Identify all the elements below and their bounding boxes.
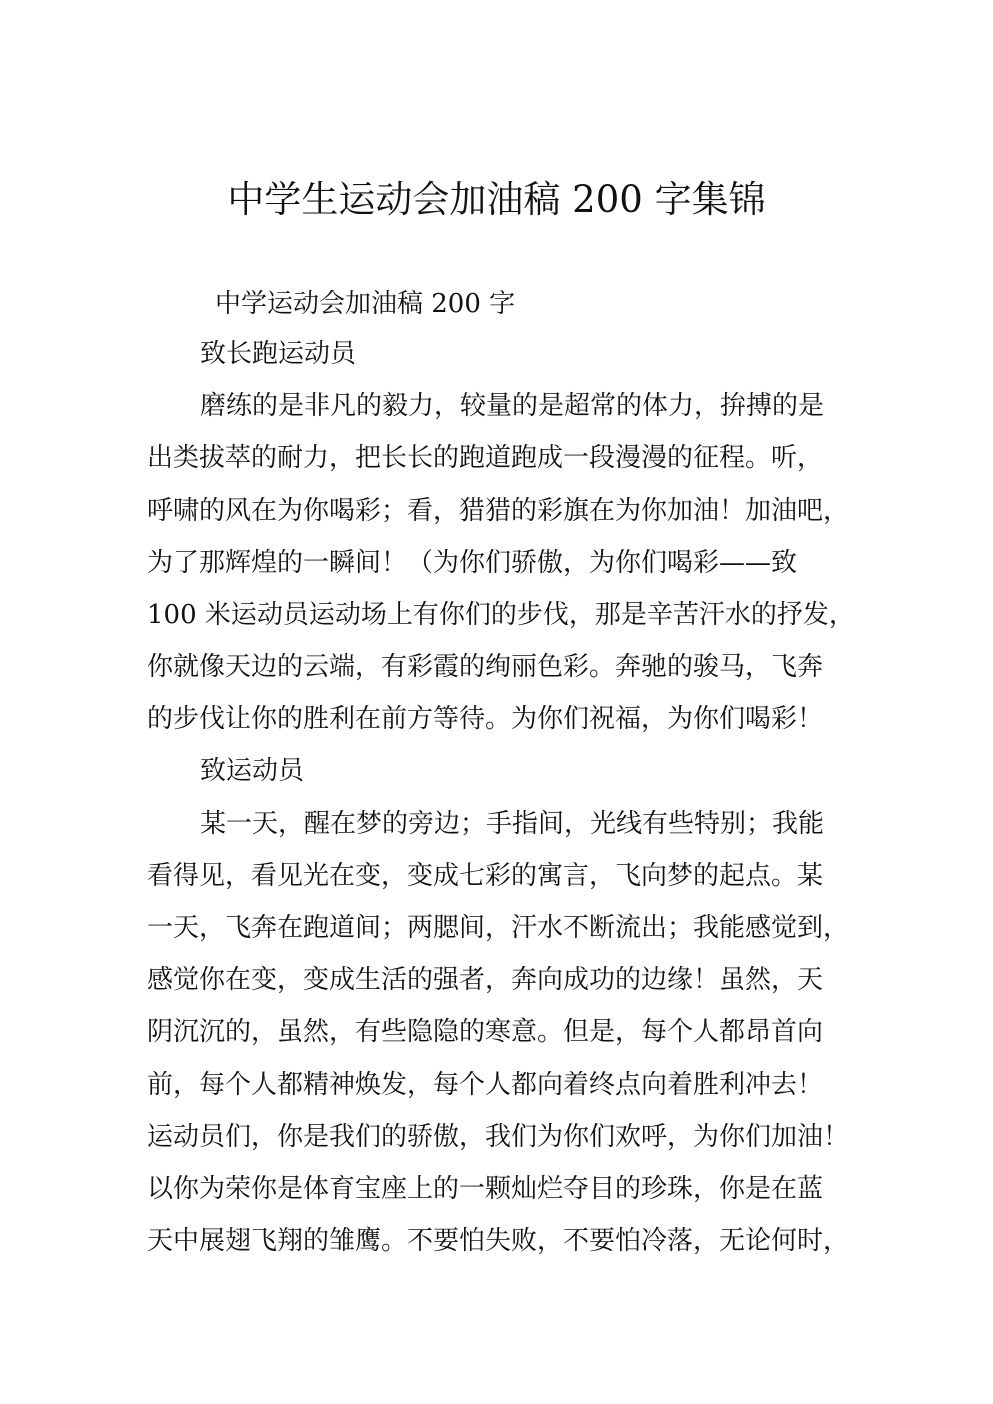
paragraph-line: 的步伐让你的胜利在前方等待。为你们祝福，为你们喝彩！ [147, 704, 824, 734]
paragraph-line: 阴沉沉的，虽然，有些隐隐的寒意。但是，每个人都昂首向 [147, 1017, 824, 1047]
section-subtitle: 中学运动会加油稿 200 字 [215, 289, 516, 319]
section-heading-athletes: 致运动员 [200, 756, 305, 786]
paragraph-line: 运动员们，你是我们的骄傲，我们为你们欢呼，为你们加油！ [147, 1122, 850, 1152]
paragraph-line: 看得见，看见光在变，变成七彩的寓言，飞向梦的起点。某 [147, 861, 824, 891]
section-heading-long-distance: 致长跑运动员 [200, 339, 357, 369]
paragraph-line: 某一天，醒在梦的旁边；手指间，光线有些特别；我能 [200, 809, 825, 839]
paragraph-line: 你就像天边的云端，有彩霞的绚丽色彩。奔驰的骏马，飞奔 [147, 652, 824, 682]
paragraph-line: 呼啸的风在为你喝彩；看，猎猎的彩旗在为你加油！加油吧， [147, 496, 850, 526]
paragraph-line: 磨练的是非凡的毅力，较量的是超常的体力，拚搏的是 [200, 391, 825, 421]
paragraph-line: 天中展翅飞翔的雏鹰。不要怕失败，不要怕冷落，无论何时， [147, 1226, 850, 1256]
paragraph-line: 出类拔萃的耐力，把长长的跑道跑成一段漫漫的征程。听， [147, 443, 824, 473]
paragraph-line: 前，每个人都精神焕发，每个人都向着终点向着胜利冲去！ [147, 1070, 824, 1100]
paragraph-line: 为了那辉煌的一瞬间！（为你们骄傲，为你们喝彩——致 [147, 548, 798, 578]
document-title: 中学生运动会加油稿 200 字集锦 [227, 178, 766, 221]
paragraph-line: 以你为荣你是体育宝座上的一颗灿烂夺目的珍珠，你是在蓝 [147, 1174, 824, 1204]
paragraph-line: 100 米运动员运动场上有你们的步伐，那是辛苦汗水的抒发， [147, 600, 855, 630]
paragraph-line: 一天，飞奔在跑道间；两腮间，汗水不断流出；我能感觉到， [147, 913, 850, 943]
paragraph-line: 感觉你在变，变成生活的强者，奔向成功的边缘！虽然，天 [147, 965, 824, 995]
